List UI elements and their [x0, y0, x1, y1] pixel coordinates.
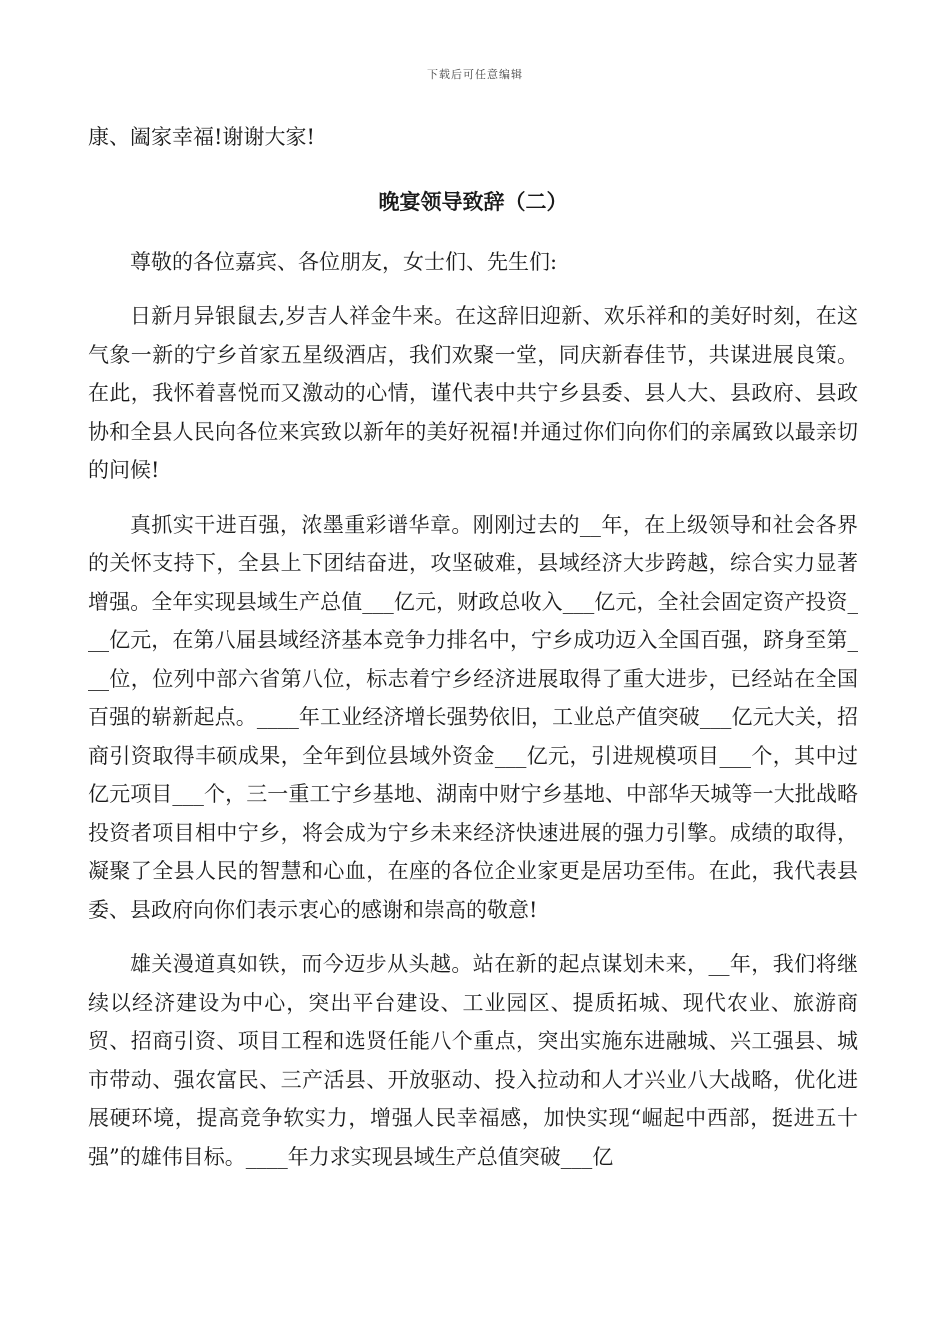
paragraph-3: 雄关漫道真如铁，而今迈步从头越。站在新的起点谋划未来，__年，我们将继续以经济建设为中心，突出平台建设、工业园区、提质拓城、现代农业、旅游商贸、招商引资、项目工程和选贤任能八个重点，突出实施东进融城、兴工强县、城市带动、强农富民、三产活县、开放驱动、投入拉动和人才兴业八大战略，优化进展硬环境，提高竞争软实力，增强人民幸福感，加快实现“崛起中西部，挺进五十强”的雄伟目标。____年力求实现县域生产总值突破___亿 [88, 952, 858, 1169]
paragraph-1: 日新月异银鼠去,岁吉人祥金牛来。在这辞旧迎新、欢乐祥和的美好时刻，在这气象一新的宁乡首家五星级酒店，我们欢聚一堂，同庆新春佳节，共谋进展良策。在此，我怀着喜悦而又激动的心情，谨代表中共宁乡县委、县人大、县政府、县政协和全县人民向各位来宾致以新年的美好祝福!并通过你们向你们的亲属致以最亲切的问候! [88, 304, 858, 482]
header-note: 下载后可任意编辑 [427, 68, 523, 81]
document-body [88, 118, 858, 1176]
closing-line: 康、阖家幸福!谢谢大家! [88, 125, 315, 149]
section-title: 晚宴领导致辞（二） [378, 188, 568, 214]
paragraph-2: 真抓实干进百强，浓墨重彩谱华章。刚刚过去的__年，在上级领导和社会各界的关怀支持下，全县上下团结奋进，攻坚破难，县域经济大步跨越，综合实力显著增强。全年实现县域生产总值___亿元，财政总收入___亿元，全社会固定资产投资___亿元，在第八届县域经济基本竞争力排名中，宁乡成功迈入全国百强，跻身至第___位，位列中部六省第八位，标志着宁乡经济进展取得了重大进步，已经站在全国百强的崭新起点。____年工业经济增长强势依旧，工业总产值突破___亿元大关，招商引资取得丰硕成果，全年到位县域外资金___亿元，引进规模项目___个，其中过亿元项目___个，三一重工宁乡基地、湖南中财宁乡基地、中部华天城等一大批战略投资者项目相中宁乡，将会成为宁乡未来经济快速进展的强力引擎。成绩的取得，凝聚了全县人民的智慧和心血，在座的各位企业家更是居功至伟。在此，我代表县委、县政府向你们表示衷心的感谢和崇高的敬意! [88, 512, 858, 922]
salutation: 尊敬的各位嘉宾、各位朋友，女士们、先生们: [130, 249, 558, 274]
